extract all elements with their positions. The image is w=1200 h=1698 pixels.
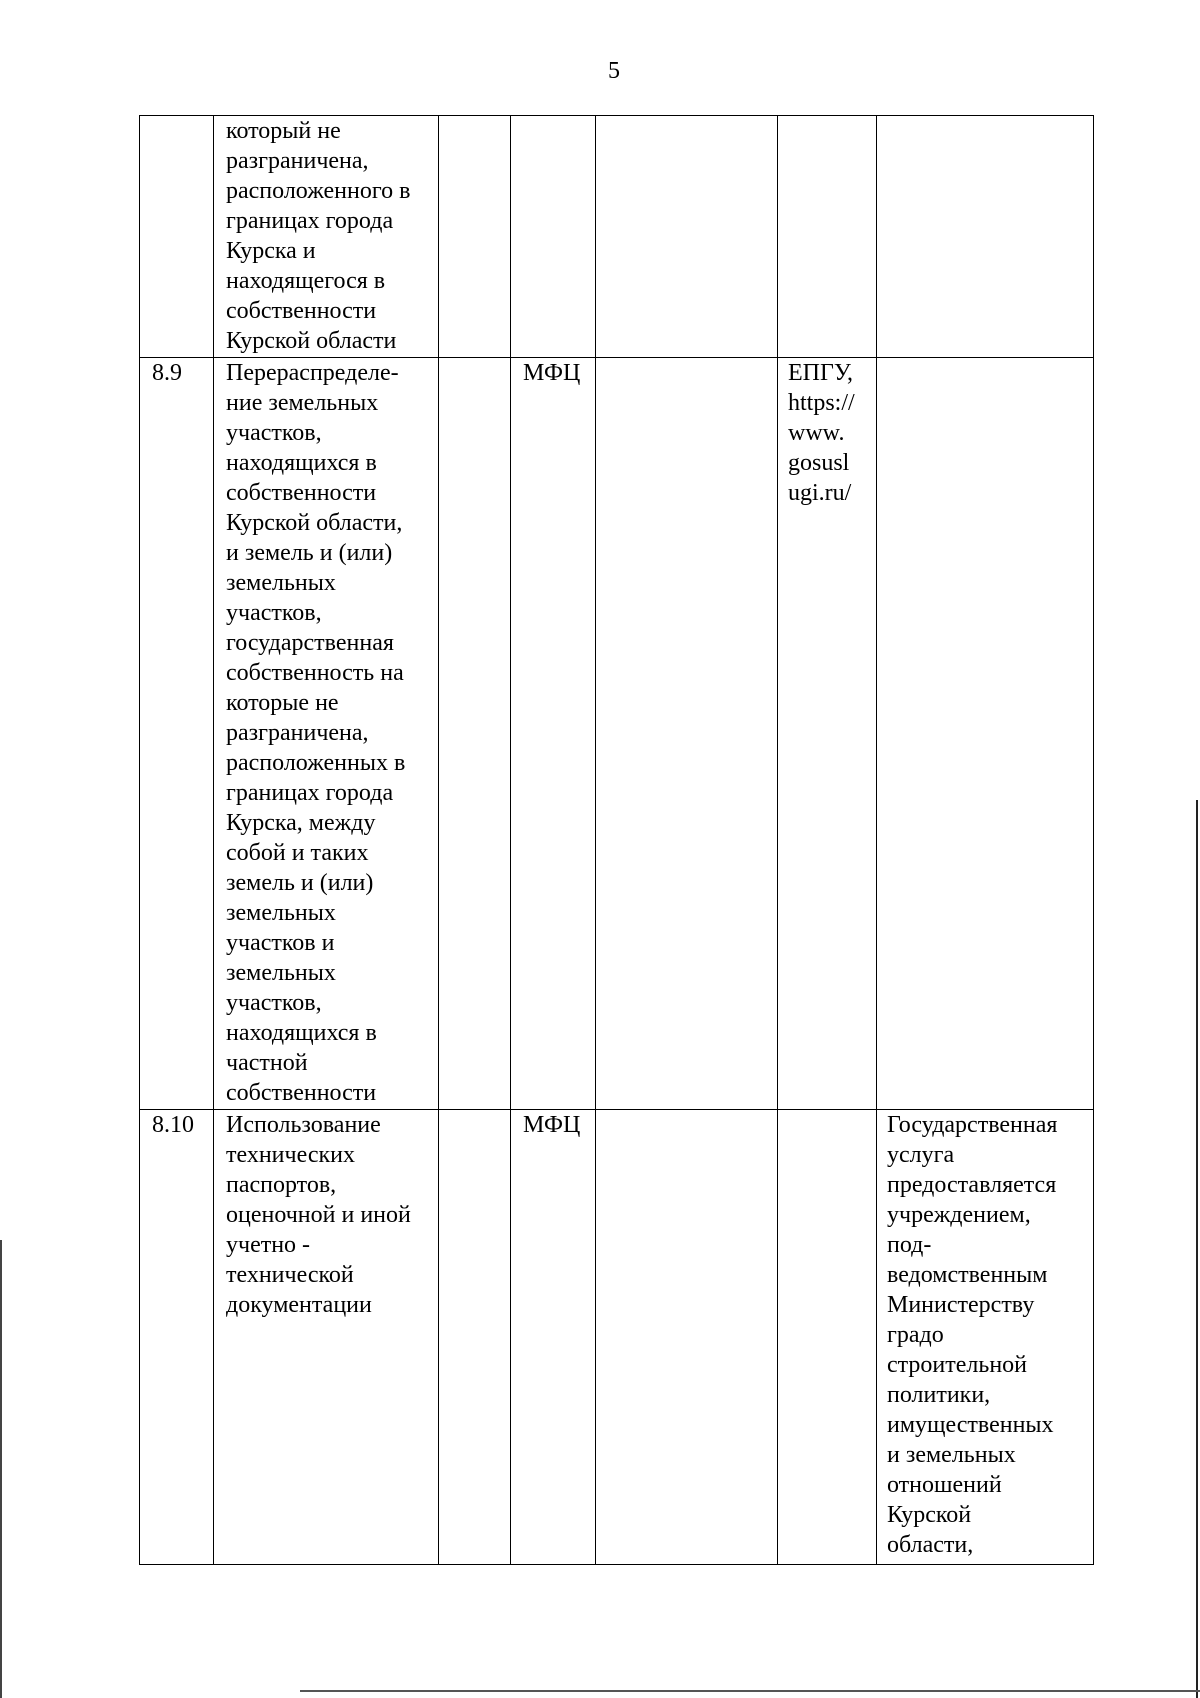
cell-text-line: границах города: [226, 208, 394, 234]
cell-text-line: земель и (или): [226, 870, 374, 896]
cell-empty: [439, 358, 511, 1110]
cell-text-line: которые не: [226, 690, 339, 716]
cell-text-line: участков,: [226, 600, 322, 626]
scan-edge-line: [1196, 800, 1198, 1698]
cell-text-line: расположенных в: [226, 750, 406, 776]
cell-text-line: под-: [887, 1232, 932, 1258]
cell-text-line: учреждением,: [887, 1202, 1031, 1228]
cell-mfc: МФЦ: [511, 1110, 596, 1565]
services-table: [139, 115, 1094, 1565]
cell-text-line: частной: [226, 1050, 308, 1076]
cell-text-line: границах города: [226, 780, 394, 806]
cell-text-line: Использование: [226, 1112, 381, 1138]
cell-number: 8.9: [140, 358, 214, 1110]
scan-edge-line: [0, 1240, 2, 1698]
cell-text-line: градо: [887, 1322, 944, 1348]
cell-text-line: участков,: [226, 420, 322, 446]
cell-text-line: и земель и (или): [226, 540, 393, 566]
cell-text-line: разграничена,: [226, 148, 369, 174]
cell-mfc: [511, 116, 596, 358]
cell-number: 8.10: [140, 1110, 214, 1565]
cell-text-line: расположенного в: [226, 178, 411, 204]
cell-text-line: учетно -: [226, 1232, 311, 1258]
cell-text-line: оценочной и иной: [226, 1202, 411, 1228]
cell-text-line: политики,: [887, 1382, 991, 1408]
cell-text-line: предоставляется: [887, 1172, 1057, 1198]
cell-note: [877, 358, 1094, 1110]
cell-text-line: https://: [788, 390, 855, 416]
cell-empty: [439, 116, 511, 358]
cell-text-line: Перераспределе-: [226, 360, 399, 386]
cell-number: [140, 116, 214, 358]
cell-text-line: имущественных: [887, 1412, 1054, 1438]
cell-text-line: документации: [226, 1292, 372, 1318]
cell-empty: [596, 116, 778, 358]
cell-text-line: Курской области: [226, 328, 397, 354]
cell-text-line: строительной: [887, 1352, 1028, 1378]
cell-website: [778, 358, 877, 1110]
cell-text-line: отношений: [887, 1472, 1002, 1498]
cell-text-line: который не: [226, 118, 341, 144]
cell-website: [778, 116, 877, 358]
cell-text-line: собственность на: [226, 660, 404, 686]
cell-text-line: разграничена,: [226, 720, 369, 746]
cell-text-line: государственная: [226, 630, 394, 656]
cell-text-line: собственности: [226, 298, 377, 324]
cell-empty: [596, 358, 778, 1110]
cell-note: [877, 1110, 1094, 1565]
cell-text-line: услуга: [887, 1142, 955, 1168]
cell-text-line: ugi.ru/: [788, 480, 852, 506]
table-row: [140, 1110, 1094, 1565]
cell-note: [877, 116, 1094, 358]
cell-text-line: технической: [226, 1262, 354, 1288]
cell-service-name: [214, 116, 439, 358]
cell-text-line: gosusl: [788, 450, 850, 476]
cell-text-line: и земельных: [887, 1442, 1016, 1468]
cell-text-line: технических: [226, 1142, 355, 1168]
cell-service-name: [214, 1110, 439, 1565]
cell-text-line: участков и: [226, 930, 335, 956]
table-body: [140, 116, 1094, 1565]
cell-text-line: www.: [788, 420, 845, 446]
cell-text-line: Курской области,: [226, 510, 403, 536]
cell-text-line: области,: [887, 1532, 974, 1558]
cell-text-line: ЕПГУ,: [788, 360, 853, 386]
cell-text-line: Курской: [887, 1502, 972, 1528]
cell-empty: [439, 1110, 511, 1565]
table-row: [140, 116, 1094, 358]
cell-mfc: МФЦ: [511, 358, 596, 1110]
cell-text-line: Курска, между: [226, 810, 376, 836]
cell-text-line: находящихся в: [226, 1020, 377, 1046]
cell-text-line: земельных: [226, 900, 336, 926]
cell-text-line: земельных: [226, 570, 336, 596]
cell-website: [778, 1110, 877, 1565]
cell-text-line: паспортов,: [226, 1172, 337, 1198]
cell-text-line: Курска и: [226, 238, 316, 264]
cell-text-line: ведомственным: [887, 1262, 1048, 1288]
scan-edge-line: [300, 1690, 1200, 1692]
cell-text-line: собственности: [226, 1080, 377, 1106]
page-number: 5: [608, 58, 620, 84]
cell-service-name: [214, 358, 439, 1110]
cell-text-line: ние земельных: [226, 390, 379, 416]
cell-text-line: участков,: [226, 990, 322, 1016]
cell-empty: [596, 1110, 778, 1565]
cell-text-line: земельных: [226, 960, 336, 986]
cell-text-line: собственности: [226, 480, 377, 506]
cell-text-line: Министерству: [887, 1292, 1035, 1318]
cell-text-line: находящихся в: [226, 450, 377, 476]
cell-text-line: собой и таких: [226, 840, 369, 866]
table-row: [140, 358, 1094, 1110]
cell-text-line: Государственная: [887, 1112, 1058, 1138]
cell-text-line: находящегося в: [226, 268, 386, 294]
